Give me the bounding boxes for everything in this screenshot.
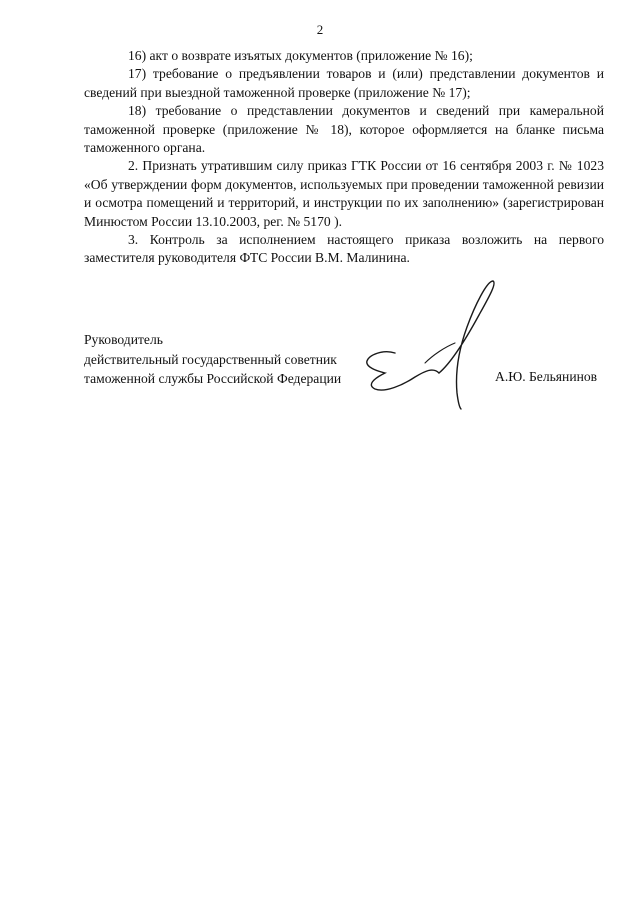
position-line-3: таможенной службы Российской Федерации (84, 371, 342, 386)
signatory-name: А.Ю. Бельянинов (495, 369, 598, 384)
handwritten-signature (355, 275, 515, 410)
paragraph-item-16: 16) акт о возврате изъятых документов (приложение № 16); (128, 48, 473, 63)
paragraph-item-17: 17) требование о предъявлении товаров и (или) представлении документов и сведений при выездной таможенной проверке (приложение № 17); (84, 66, 604, 100)
paragraph-item-18: 18) требование о представлении документов и сведений при камеральной таможенной проверке (приложение № 18), которое оформляется на бланке письма таможенного органа. (84, 103, 604, 156)
position-line-2: действительный государственный советник (84, 351, 337, 367)
paragraph-clause-2: 2. Признать утратившим силу приказ ГТК России от 16 сентября 2003 г. № 1023 «Об утверждении форм документов, используемых при проведении таможенной ревизии и осмотра помещений и территорий, и инструкции по их заполнению» (зарегистрирован Минюстом России 13.10.2003, рег. № 5170 ). (84, 158, 604, 229)
position-line-1: Руководитель (84, 332, 163, 347)
signatory-position (84, 330, 341, 389)
page-number: 2 (316, 22, 324, 37)
paragraph-clause-3: 3. Контроль за исполнением настоящего приказа возложить на первого заместителя руководителя ФТС России В.М. Малинина. (84, 232, 604, 266)
document-body (84, 47, 604, 268)
